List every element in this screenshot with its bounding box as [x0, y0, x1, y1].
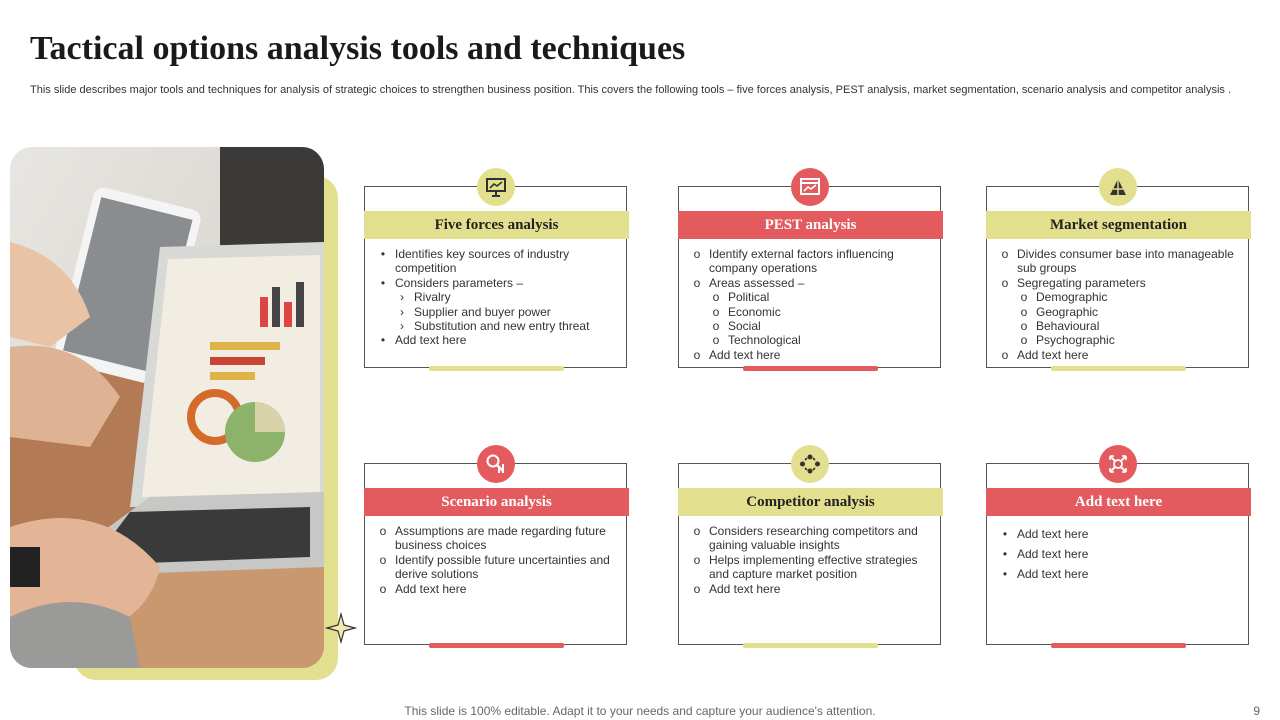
- list-item: o Divides consumer base into manageable sub groups: [1001, 247, 1234, 276]
- card-scenario-analysis: [364, 463, 627, 645]
- list-item: o Psychographic: [1020, 333, 1115, 348]
- list-item: • Add text here: [1002, 527, 1089, 541]
- magnifier-chart-icon: [485, 453, 507, 475]
- list-item: • Add text here: [1002, 567, 1089, 581]
- card-badge: [1099, 445, 1137, 483]
- card-accent-bar: [429, 366, 564, 371]
- card-competitor-analysis: [678, 463, 941, 645]
- list-item: o Add text here: [693, 347, 781, 362]
- card-list: [689, 247, 934, 362]
- card-pest-analysis: [678, 186, 941, 368]
- list-item: • Add text here: [1002, 547, 1089, 561]
- list-item: o Geographic: [1020, 304, 1099, 319]
- people-cycle-icon: [799, 453, 821, 475]
- card-list: [997, 524, 1242, 584]
- card-title: Add text here: [986, 488, 1251, 516]
- card-five-forces-analysis: [364, 186, 627, 368]
- card-accent-bar: [429, 643, 564, 648]
- card-title: Market segmentation: [986, 211, 1251, 239]
- card-badge: [477, 445, 515, 483]
- card-title: Five forces analysis: [364, 211, 629, 239]
- card-accent-bar: [743, 366, 878, 371]
- card-badge: [477, 168, 515, 206]
- list-item: o Technological: [712, 333, 801, 348]
- card-list: [375, 247, 620, 348]
- card-accent-bar: [1051, 366, 1186, 371]
- card-badge: [791, 445, 829, 483]
- list-item: o Political: [712, 290, 770, 305]
- card-title: PEST analysis: [678, 211, 943, 239]
- list-item: o Social: [712, 319, 761, 334]
- card-accent-bar: [743, 643, 878, 648]
- card-title: Competitor analysis: [678, 488, 943, 516]
- list-item: o Areas assessed –: [693, 275, 805, 290]
- list-item: › Rivalry: [400, 290, 451, 305]
- star-icon: [325, 612, 357, 644]
- footer-note: This slide is 100% editable. Adapt it to your needs and capture your audience's attention.: [404, 704, 876, 718]
- list-item: • Add text here: [380, 333, 467, 348]
- list-item: o Identify external factors influencing company operations: [693, 247, 894, 276]
- list-item: o Behavioural: [1020, 319, 1100, 334]
- card-list: [997, 247, 1242, 362]
- leaf-segments-icon: [1107, 176, 1129, 198]
- list-item: • Considers parameters –: [380, 275, 524, 290]
- card-accent-bar: [1051, 643, 1186, 648]
- list-item: o Considers researching competitors and gaining valuable insights: [693, 524, 918, 553]
- page-number: 9: [1253, 704, 1260, 718]
- card-badge: [791, 168, 829, 206]
- laptop-illustration: [10, 147, 324, 668]
- arrows-cross-icon: [1107, 453, 1129, 475]
- page-title: Tactical options analysis tools and techniques: [30, 30, 686, 67]
- list-item: o Add text here: [693, 581, 781, 596]
- list-item: • Identifies key sources of industry competition: [380, 247, 570, 276]
- list-item: › Supplier and buyer power: [400, 304, 551, 319]
- list-item: o Economic: [712, 304, 781, 319]
- browser-chart-icon: [799, 176, 821, 198]
- list-item: o Helps implementing effective strategies and capture market position: [693, 552, 918, 582]
- card-add-text-here: [986, 463, 1249, 645]
- laptop-photo: [10, 147, 324, 668]
- card-badge: [1099, 168, 1137, 206]
- card-list: [375, 524, 620, 596]
- list-item: o Identify possible future uncertainties and derive solutions: [379, 552, 610, 582]
- presentation-board-icon: [485, 176, 507, 198]
- list-item: o Add text here: [1001, 347, 1089, 362]
- card-market-segmentation: [986, 186, 1249, 368]
- card-title: Scenario analysis: [364, 488, 629, 516]
- list-item: o Demographic: [1020, 290, 1108, 305]
- page-subtitle: This slide describes major tools and techniques for analysis of strategic choices to strengthen business position. This covers the following tools – five forces analysis, PEST analysis, market segmentation, scenario analysis and competitor analysis .: [30, 84, 1232, 96]
- card-list: [689, 524, 934, 596]
- list-item: o Segregating parameters: [1001, 275, 1146, 290]
- list-item: › Substitution and new entry threat: [400, 319, 590, 334]
- list-item: o Add text here: [379, 581, 467, 596]
- list-item: o Assumptions are made regarding future business choices: [379, 524, 606, 553]
